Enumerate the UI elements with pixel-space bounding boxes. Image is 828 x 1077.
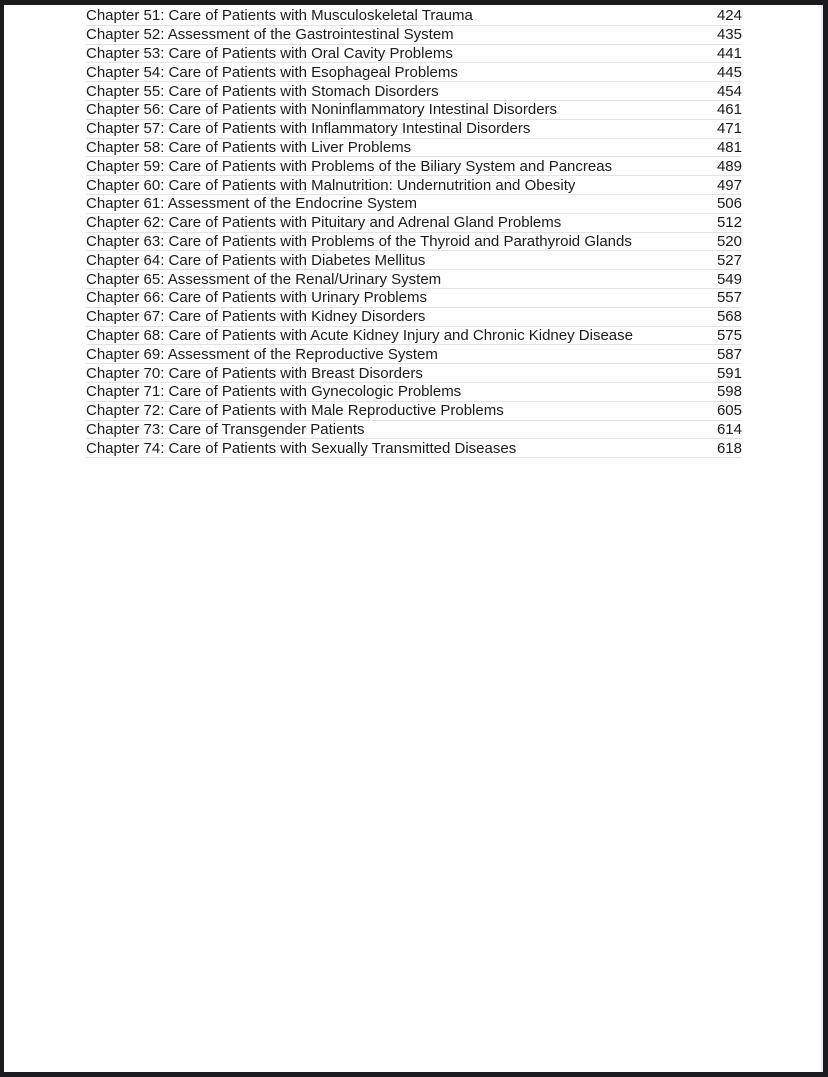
toc-entry-label: Chapter 61: Assessment of the Endocrine System: [86, 195, 418, 213]
toc-entry-page-number: 598: [716, 383, 742, 401]
toc-row[interactable]: [86, 120, 742, 139]
toc-row[interactable]: [86, 26, 742, 45]
toc-entry-page-number: 575: [716, 326, 742, 344]
toc-entry-page-number: 445: [716, 63, 742, 81]
toc-entry-page-number: 454: [716, 82, 742, 100]
toc-entry-label: Chapter 54: Care of Patients with Esophageal Problems: [86, 63, 458, 81]
toc-entry-label: Chapter 66: Care of Patients with Urinary Problems: [86, 289, 427, 307]
toc-entry-label: Chapter 72: Care of Patients with Male Reproductive Problems: [86, 402, 504, 420]
toc-row[interactable]: [86, 383, 742, 402]
toc-entry-page-number: 527: [716, 251, 742, 269]
toc-row[interactable]: [86, 45, 742, 64]
toc-entry-page-number: 557: [716, 289, 742, 307]
toc-entry-label: Chapter 64: Care of Patients with Diabetes Mellitus: [86, 251, 426, 269]
toc-row[interactable]: [86, 214, 742, 233]
toc-row[interactable]: [86, 345, 742, 364]
toc-entry-label: Chapter 63: Care of Patients with Problems of the Thyroid and Parathyroid Glands: [86, 232, 632, 250]
toc-entry-label: Chapter 55: Care of Patients with Stomach Disorders: [86, 82, 439, 100]
toc-entry-label: Chapter 51: Care of Patients with Musculoskeletal Trauma: [86, 7, 473, 25]
toc-entry-label: Chapter 53: Care of Patients with Oral Cavity Problems: [86, 44, 453, 62]
toc-row[interactable]: [86, 364, 742, 383]
toc-row[interactable]: [86, 139, 742, 158]
toc-row[interactable]: [86, 308, 742, 327]
toc-row[interactable]: [86, 327, 742, 346]
toc-entry-label: Chapter 70: Care of Patients with Breast Disorders: [86, 364, 423, 382]
toc-row[interactable]: [86, 7, 742, 26]
toc-entry-label: Chapter 56: Care of Patients with Noninflammatory Intestinal Disorders: [86, 101, 558, 119]
toc-entry-page-number: 441: [716, 44, 742, 62]
toc-entry-page-number: 512: [716, 214, 742, 232]
toc-entry-label: Chapter 67: Care of Patients with Kidney Disorders: [86, 308, 426, 326]
toc-entry-page-number: 497: [716, 176, 742, 194]
toc-entry-page-number: 471: [716, 120, 742, 138]
toc-entry-page-number: 549: [716, 270, 742, 288]
toc-entry-label: Chapter 65: Assessment of the Renal/Urinary System: [86, 270, 442, 288]
toc-entry-page-number: 520: [716, 232, 742, 250]
toc-entry-page-number: 461: [716, 101, 742, 119]
toc-entry-page-number: 481: [716, 138, 742, 156]
toc-entry-label: Chapter 60: Care of Patients with Malnutrition: Undernutrition and Obesity: [86, 176, 576, 194]
toc-row[interactable]: [86, 402, 742, 421]
toc-entry-label: Chapter 59: Care of Patients with Problems of the Biliary System and Pancreas: [86, 157, 613, 175]
toc-entry-page-number: 618: [716, 439, 742, 457]
toc-row[interactable]: [86, 63, 742, 82]
toc-row[interactable]: [86, 176, 742, 195]
toc-entry-label: Chapter 71: Care of Patients with Gynecologic Problems: [86, 383, 462, 401]
toc-row[interactable]: [86, 233, 742, 252]
toc-entry-label: Chapter 69: Assessment of the Reproductive System: [86, 345, 438, 363]
toc-entry-page-number: 435: [716, 26, 742, 44]
toc-entry-page-number: 489: [716, 157, 742, 175]
toc-entry-page-number: 568: [716, 308, 742, 326]
toc-entry-label: Chapter 57: Care of Patients with Inflammatory Intestinal Disorders: [86, 120, 531, 138]
toc-entry-label: Chapter 52: Assessment of the Gastrointestinal System: [86, 26, 454, 44]
toc-row[interactable]: [86, 101, 742, 120]
toc-entry-label: Chapter 73: Care of Transgender Patients: [86, 420, 365, 438]
toc-entry-page-number: 614: [716, 420, 742, 438]
toc-row[interactable]: [86, 157, 742, 176]
toc-list: [86, 7, 742, 458]
toc-row[interactable]: [86, 195, 742, 214]
toc-row[interactable]: [86, 439, 742, 458]
toc-entry-label: Chapter 58: Care of Patients with Liver Problems: [86, 138, 412, 156]
toc-entry-label: Chapter 74: Care of Patients with Sexually Transmitted Diseases: [86, 439, 517, 457]
toc-row[interactable]: [86, 82, 742, 101]
toc-entry-page-number: 506: [716, 195, 742, 213]
toc-row[interactable]: [86, 251, 742, 270]
toc-entry-label: Chapter 62: Care of Patients with Pituitary and Adrenal Gland Problems: [86, 214, 562, 232]
toc-entry-label: Chapter 68: Care of Patients with Acute Kidney Injury and Chronic Kidney Disease: [86, 326, 633, 344]
toc-entry-page-number: 587: [716, 345, 742, 363]
toc-entry-page-number: 424: [716, 7, 742, 25]
toc-row[interactable]: [86, 289, 742, 308]
document-page: [4, 5, 823, 1072]
toc-row[interactable]: [86, 421, 742, 440]
toc-entry-page-number: 605: [716, 402, 742, 420]
toc-entry-page-number: 591: [716, 364, 742, 382]
toc-row[interactable]: [86, 270, 742, 289]
